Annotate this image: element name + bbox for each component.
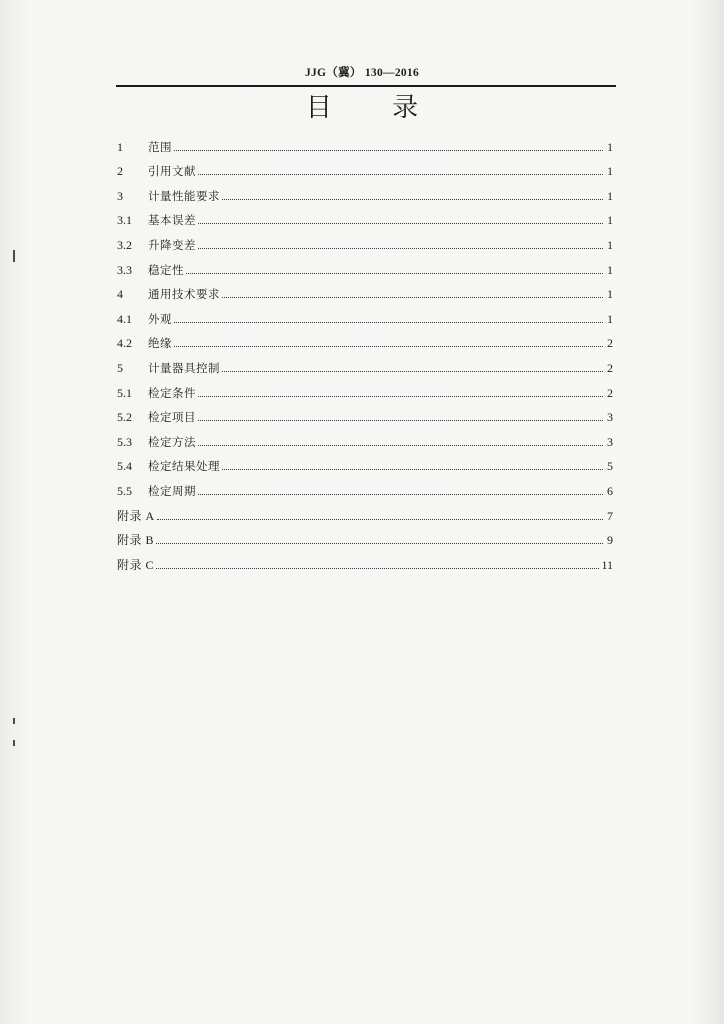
toc-entry-page-number: 1 <box>607 188 613 203</box>
toc-dot-leader <box>222 199 603 200</box>
toc-dot-leader <box>198 396 603 397</box>
toc-entry-page-number: 2 <box>607 336 613 351</box>
scan-edge-mark <box>13 250 15 262</box>
toc-entry-page-number: 1 <box>607 164 613 179</box>
toc-entry[interactable] <box>117 178 613 203</box>
toc-entry-number: 5.3 <box>117 434 132 449</box>
toc-entry-page-number: 1 <box>607 237 613 252</box>
standard-code-header: JJG（冀） 130—2016 <box>304 67 420 79</box>
toc-entry-title: 检定周期 <box>148 483 196 498</box>
toc-entry-page-number: 3 <box>607 434 613 449</box>
toc-entry-number: 4.2 <box>117 336 132 351</box>
toc-entry-page-number: 7 <box>607 508 613 523</box>
toc-entry[interactable] <box>117 154 613 179</box>
toc-entry-number: 3.1 <box>117 213 132 228</box>
toc-dot-leader <box>157 519 603 520</box>
toc-entry-page-number: 1 <box>607 139 613 154</box>
toc-dot-leader <box>222 469 603 470</box>
toc-entry-title: 检定结果处理 <box>148 459 220 474</box>
toc-dot-leader <box>198 494 603 495</box>
toc-entry[interactable] <box>117 473 613 498</box>
toc-entry-title: 引用文献 <box>148 164 196 179</box>
toc-dot-leader <box>174 346 603 347</box>
toc-entry-number: 5.4 <box>117 459 132 474</box>
toc-entry[interactable] <box>117 400 613 425</box>
toc-entry[interactable] <box>117 277 613 302</box>
scan-edge-mark <box>13 740 15 746</box>
toc-dot-leader <box>174 322 603 323</box>
toc-entry-page-number: 11 <box>601 557 613 572</box>
toc-entry-number: 5.1 <box>117 385 132 400</box>
toc-entry-page-number: 6 <box>607 483 613 498</box>
toc-entry-title: 计量性能要求 <box>148 188 220 203</box>
toc-entry-page-number: 1 <box>607 262 613 277</box>
toc-entry[interactable] <box>117 350 613 375</box>
toc-entry[interactable] <box>117 129 613 154</box>
toc-entry-page-number: 1 <box>607 287 613 302</box>
toc-dot-leader <box>198 174 603 175</box>
page-title: 目 录 <box>305 93 445 123</box>
toc-entry-page-number: 1 <box>607 213 613 228</box>
toc-entry-number: 4 <box>117 287 123 302</box>
toc-entry-page-number: 2 <box>607 385 613 400</box>
toc-entry-page-number: 3 <box>607 410 613 425</box>
toc-entry[interactable] <box>117 498 613 523</box>
toc-entry-title: 外观 <box>148 311 172 326</box>
toc-entry[interactable] <box>117 252 613 277</box>
toc-entry-number: 5 <box>117 360 123 375</box>
toc-entry-title: 范围 <box>148 139 172 154</box>
toc-entry[interactable] <box>117 203 613 228</box>
toc-dot-leader <box>186 273 603 274</box>
table-of-contents <box>117 129 613 572</box>
toc-entry-title: 绝缘 <box>148 336 172 351</box>
toc-entry-title: 检定方法 <box>148 434 196 449</box>
toc-entry[interactable] <box>117 523 613 548</box>
toc-entry-page-number: 2 <box>607 360 613 375</box>
toc-entry-title: 检定项目 <box>148 410 196 425</box>
toc-entry-title: 计量器具控制 <box>148 360 220 375</box>
toc-entry-number: 3.2 <box>117 237 132 252</box>
toc-dot-leader <box>156 568 599 569</box>
toc-dot-leader <box>174 150 603 151</box>
toc-entry-number: 5.2 <box>117 410 132 425</box>
toc-entry[interactable] <box>117 375 613 400</box>
toc-entry[interactable] <box>117 547 613 572</box>
toc-entry-page-number: 1 <box>607 311 613 326</box>
toc-entry-number: 2 <box>117 164 123 179</box>
toc-entry-number: 4.1 <box>117 311 132 326</box>
toc-dot-leader <box>222 371 603 372</box>
toc-dot-leader <box>198 445 603 446</box>
toc-dot-leader <box>198 223 603 224</box>
toc-entry-title: 基本误差 <box>148 213 196 228</box>
toc-entry-number: 3 <box>117 188 123 203</box>
toc-dot-leader <box>198 420 603 421</box>
toc-dot-leader <box>156 543 603 544</box>
toc-dot-leader <box>198 248 603 249</box>
toc-entry-title: 检定条件 <box>148 385 196 400</box>
toc-entry-title: 附录 C <box>117 557 155 572</box>
toc-entry-title: 附录 A <box>117 508 155 523</box>
toc-entry-title: 升降变差 <box>148 237 196 252</box>
toc-entry[interactable] <box>117 301 613 326</box>
toc-entry-number: 5.5 <box>117 483 132 498</box>
toc-dot-leader <box>222 297 603 298</box>
toc-entry-number: 3.3 <box>117 262 132 277</box>
toc-entry[interactable] <box>117 424 613 449</box>
toc-entry-number: 1 <box>117 139 123 154</box>
toc-entry-page-number: 5 <box>607 459 613 474</box>
toc-entry[interactable] <box>117 449 613 474</box>
scan-edge-mark <box>13 718 15 724</box>
toc-entry[interactable] <box>117 326 613 351</box>
toc-entry[interactable] <box>117 227 613 252</box>
toc-entry-title: 附录 B <box>117 533 155 548</box>
toc-entry-title: 稳定性 <box>148 262 184 277</box>
toc-entry-title: 通用技术要求 <box>148 287 220 302</box>
toc-entry-page-number: 9 <box>607 533 613 548</box>
